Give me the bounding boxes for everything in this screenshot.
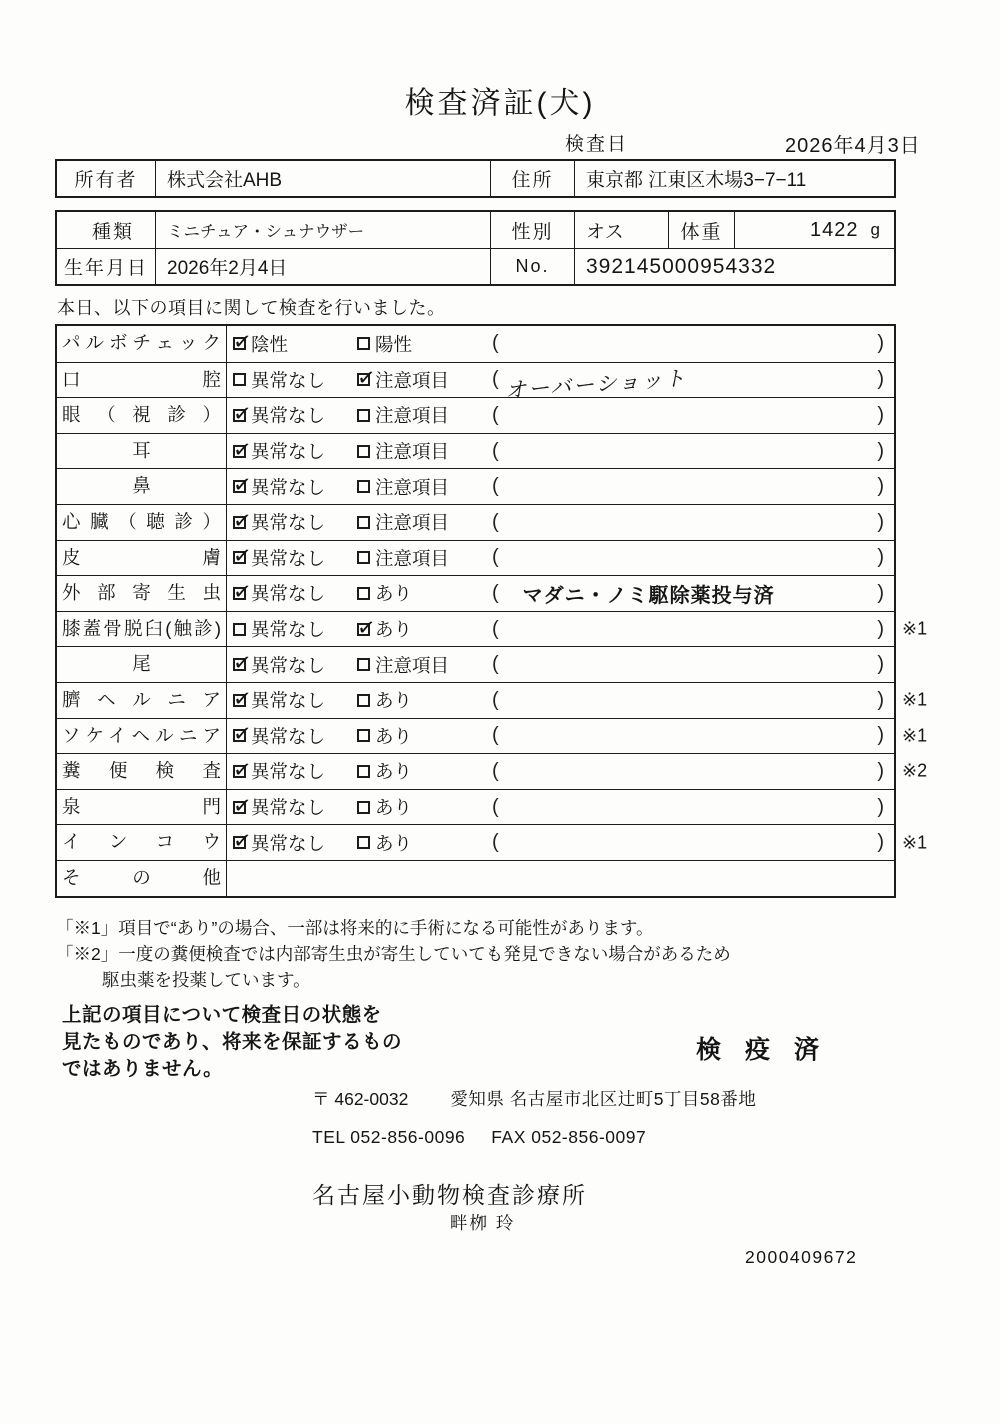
item-content [227,790,894,825]
option [357,545,492,571]
checklist-row [57,824,928,860]
paren-open: ( [492,759,499,782]
checkbox-empty-icon [357,765,370,778]
option [357,723,492,749]
option-label: あり [375,583,413,605]
option [357,474,492,500]
option-label: 異常なし [251,441,326,463]
item-label: 心臓（聴診） [57,505,227,540]
item-content [227,612,894,647]
checklist-row [57,611,928,647]
option [233,331,357,357]
id-number-value: 392145000954332 [586,254,777,278]
item-label: 尾 [57,647,227,682]
item-content [227,754,894,789]
paren-close: ) [877,403,884,426]
paren-open: ( [492,403,499,426]
item-content [227,861,894,896]
exam-date-value: 2026年4月3日 [785,135,921,157]
paren-close: ) [877,368,884,391]
checkbox-empty-icon [357,445,370,458]
clinic-name: 名古屋小動物検査診療所 [312,1182,587,1208]
clinic-address: 愛知県 名古屋市北区辻町5丁目58番地 [450,1089,757,1109]
paren-close: ) [877,617,884,640]
item-content [227,576,894,611]
remarks-field [492,724,894,747]
checkbox-checked-icon [233,445,246,458]
examiner-name: 畔栁 玲 [450,1213,516,1233]
option-label: あり [375,761,413,783]
paren-open: ( [492,546,499,569]
option [357,402,492,428]
item-content [227,719,894,754]
checkbox-checked-icon [233,551,246,564]
option-label: あり [375,619,413,641]
checkbox-checked-icon [233,480,246,493]
checkbox-empty-icon [357,658,370,671]
paren-open: ( [492,510,499,533]
page-title: 検査済証(犬) [404,87,596,120]
checkbox-empty-icon [233,373,246,386]
remarks-text: マダニ・ノミ駆除薬投与済 [522,584,775,607]
checklist-row [57,504,894,540]
option [357,509,492,535]
option-label: 異常なし [251,583,326,605]
exam-date-row [0,129,1000,155]
checklist-row [57,397,894,433]
option [233,545,357,571]
option [357,438,492,464]
remarks-field [492,618,894,641]
paren-open: ( [492,724,499,747]
remarks-field [492,365,894,403]
remarks-field [492,404,894,427]
option [357,616,492,642]
disclaimer-line2: 見たものであり、将来を保証するもの [62,1031,403,1053]
exam-date-label: 検査日 [565,134,629,155]
paren-close: ) [877,795,884,818]
footnote-mark: ※2 [902,760,928,781]
option-label: 異常なし [251,405,326,427]
item-content [227,683,894,718]
item-content [227,434,894,469]
item-label: 臍ヘルニア [57,683,227,718]
option-label: あり [375,725,413,747]
item-label: 膝蓋骨脱臼(触診) [57,612,227,647]
option [233,509,357,535]
breed-value: ミニチュア・シュナウザー [156,212,491,248]
checklist-row [57,753,928,789]
checkbox-checked-icon [233,337,246,350]
checkbox-checked-icon [233,801,246,814]
footnote-1: 「※1」項目で“あり”の場合、一部は将来的に手術になる可能性があります。 [56,918,654,938]
remarks-field [492,440,894,463]
paren-open: ( [492,581,499,604]
weight-label: 体重 [669,212,735,248]
option [233,616,357,642]
option-label: 異常なし [251,654,326,676]
footnote-mark: ※1 [902,618,928,639]
clinic-tel: TEL 052-856-0096 [312,1127,466,1147]
checklist-row [57,362,894,403]
paren-close: ) [877,831,884,854]
owner-value: 株式会社AHB [156,161,491,196]
paren-close: ) [877,546,884,569]
sex-label: 性別 [491,212,575,248]
animal-info-table [55,210,896,286]
item-content [227,825,894,860]
paren-close: ) [877,759,884,782]
checkbox-checked-icon [357,373,370,386]
address-value: 東京都 江東区木場3−7−11 [586,170,807,191]
paren-close: ) [877,581,884,604]
checkbox-empty-icon [357,480,370,493]
checkbox-checked-icon [233,694,246,707]
paren-close: ) [877,688,884,711]
breed-label: 種類 [57,212,156,248]
weight-unit: g [870,220,880,239]
option-label: 異常なし [251,797,326,819]
paren-open: ( [492,475,499,498]
item-label: 耳 [57,434,227,469]
checklist-row [57,575,894,611]
paren-close: ) [877,332,884,355]
item-content [227,647,894,682]
id-number-label: No. [491,249,575,284]
item-label: パルボチェック [57,326,227,362]
footnote-mark: ※1 [902,689,928,710]
option-label: 注意項目 [375,476,450,498]
item-label: 泉門 [57,790,227,825]
checkbox-checked-icon [233,658,246,671]
item-label: ソケイヘルニア [57,719,227,754]
weight-value: 1422 [810,218,859,241]
option [233,687,357,713]
item-label: その他 [57,861,227,896]
clinic-fax: FAX 052-856-0097 [491,1127,647,1147]
option-label: 異常なし [251,761,326,783]
option [357,331,492,357]
checkbox-empty-icon [357,337,370,350]
disclaimer-line3: ではありません。 [62,1058,224,1080]
sex-value: オス [575,212,669,248]
option [233,830,357,856]
remarks-field [492,511,894,534]
option [233,758,357,784]
paren-close: ) [877,475,884,498]
checkbox-checked-icon [233,516,246,529]
option-label: 異常なし [251,476,326,498]
option-label: 注意項目 [375,369,450,391]
option-label: 注意項目 [375,441,450,463]
option [357,687,492,713]
paren-open: ( [492,617,499,640]
paren-open: ( [492,795,499,818]
option [357,758,492,784]
remarks-field [492,653,894,676]
checkbox-empty-icon [357,587,370,600]
option-label: 陽性 [375,333,413,355]
item-content [227,469,894,504]
option [233,367,357,393]
item-label: 鼻 [57,469,227,504]
footnote-2-line2: 駆虫薬を投薬しています。 [102,970,311,990]
checkbox-checked-icon [357,623,370,636]
owner-table [55,159,896,198]
checkbox-empty-icon [357,551,370,564]
option [357,794,492,820]
footnote-mark: ※1 [902,725,928,746]
footnotes [56,915,731,993]
remarks-field [492,579,894,608]
birthdate-label: 生年月日 [57,249,156,284]
intro-text: 本日、以下の項目に関して検査を行いました。 [57,298,446,318]
clinic-address-line [312,1086,756,1111]
checkbox-checked-icon [233,729,246,742]
checkbox-checked-icon [233,587,246,600]
remarks-field [492,760,894,783]
checkbox-empty-icon [357,409,370,422]
checklist-row [57,789,894,825]
footnote-2-line1: 「※2」一度の糞便検査では内部寄生虫が寄生していても発見できない場合があるため [56,944,731,964]
item-content [227,541,894,576]
paren-open: ( [492,831,499,854]
option [357,830,492,856]
serial-number: 2000409672 [745,1247,858,1267]
item-label: インコウ [57,825,227,860]
paren-open: ( [492,368,499,391]
checkbox-empty-icon [357,729,370,742]
remarks-field [492,689,894,712]
option-label: 注意項目 [375,512,450,534]
remarks-text: オーバーショット [504,367,688,403]
option [233,652,357,678]
item-label: 眼（視診） [57,398,227,433]
remarks-field [492,546,894,569]
checklist-row [57,682,928,718]
weight-value-cell [735,212,894,248]
item-content [227,363,894,403]
disclaimer-line1: 上記の項目について検査日の状態を [62,1004,382,1026]
option [233,794,357,820]
paren-close: ) [877,653,884,676]
checklist-row [57,860,894,896]
paren-close: ) [877,510,884,533]
remarks-field [492,796,894,819]
option-label: 異常なし [251,832,326,854]
checklist-row [57,646,894,682]
postal-code: 〒 462-0032 [312,1089,409,1109]
option-label: 注意項目 [375,654,450,676]
checkbox-checked-icon [233,836,246,849]
checkbox-empty-icon [357,694,370,707]
checkbox-empty-icon [357,836,370,849]
paren-open: ( [492,439,499,462]
checkbox-empty-icon [233,623,246,636]
checkbox-empty-icon [357,516,370,529]
remarks-field [492,475,894,498]
owner-label: 所有者 [57,161,156,196]
checklist-row [57,718,928,754]
footnote-mark: ※1 [902,832,928,853]
option-label: あり [375,832,413,854]
remarks-field [492,831,894,854]
option-label: あり [375,797,413,819]
item-content [227,398,894,433]
item-label: 外部寄生虫 [57,576,227,611]
option [357,367,492,393]
option [233,723,357,749]
address-label: 住所 [491,161,575,196]
checkbox-checked-icon [233,409,246,422]
checklist-row [57,433,894,469]
option-label: 陰性 [251,333,289,355]
item-label: 糞便検査 [57,754,227,789]
option-label: 注意項目 [375,405,450,427]
option [357,580,492,606]
paren-close: ) [877,439,884,462]
checklist-rows [57,326,928,896]
item-label: 皮膚 [57,541,227,576]
option-label: あり [375,690,413,712]
checklist-row [57,540,894,576]
paren-open: ( [492,332,499,355]
paren-open: ( [492,653,499,676]
checkbox-empty-icon [357,801,370,814]
option [357,652,492,678]
item-content [227,505,894,540]
option-label: 異常なし [251,619,326,641]
paren-open: ( [492,688,499,711]
option-label: 異常なし [251,725,326,747]
quarantine-stamp: 検疫済 [696,1036,844,1064]
option-label: 注意項目 [375,547,450,569]
checkbox-checked-icon [233,765,246,778]
option [233,580,357,606]
option-label: 異常なし [251,369,326,391]
option [233,474,357,500]
option-label: 異常なし [251,512,326,534]
option [233,438,357,464]
option-label: 異常なし [251,690,326,712]
item-label: 口腔 [57,363,227,398]
disclaimer [62,1002,402,1083]
checklist-table [55,324,928,898]
checklist-row [57,468,894,504]
clinic-phone-line [312,1127,646,1148]
paren-close: ) [877,724,884,747]
birthdate-value: 2026年2月4日 [156,249,491,284]
option-label: 異常なし [251,547,326,569]
option [233,402,357,428]
